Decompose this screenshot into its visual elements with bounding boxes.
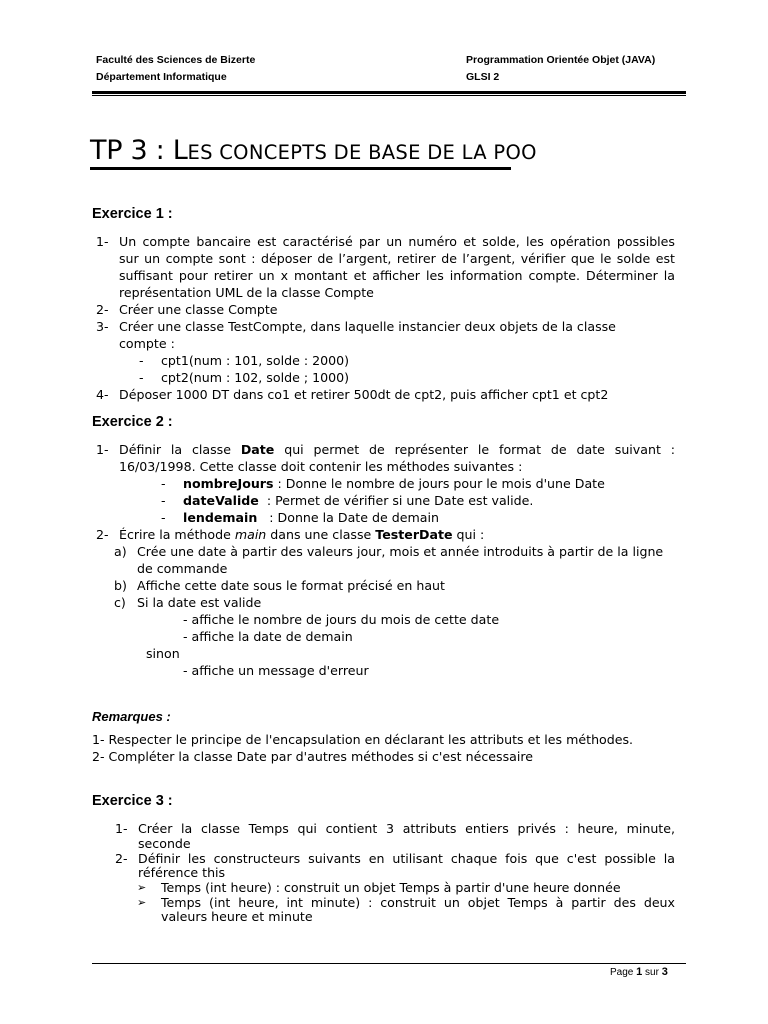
ex2-sub-c: Si la date est valide [137,595,262,610]
ex1-bullet-cpt1: cpt1(num : 101, solde : 2000) [161,353,350,368]
ex2-item2-main: main [234,527,267,542]
ex1-item1-line: suffisant pour retirer un x montant et afficher les information compte. Déterminer la [119,268,675,283]
remarks-heading: Remarques : [92,709,171,724]
ex1-item1-line: Un compte bancaire est caractérisé par un numéro et solde, les opération possibles [119,234,675,249]
ex1-bullet-cpt2: cpt2(num : 102, solde ; 1000) [161,370,350,385]
method-desc: : Donne la Date de demain [257,510,439,525]
ex3-constructor-2-line1: Temps (int heure, int minute) : construit un objet Temps à partir des deux [161,895,675,910]
footer-of-word: sur [642,967,662,978]
footer-total-pages: 3 [661,966,668,978]
ex2-item2-text-c: dans une classe [266,527,376,542]
footer-current-page: 1 [636,966,643,978]
ex1-item2-number: 2- [96,302,109,317]
bullet-dash: - [161,510,166,525]
page-number [610,965,668,980]
ex2-item2-text-a: Écrire la méthode [119,527,235,542]
ex2-method-item [183,509,439,526]
ex1-item1-number: 1- [96,234,109,249]
header-department: Département Informatique [96,71,227,83]
header-left [96,52,255,86]
exercise3-heading: Exercice 3 : [92,793,173,809]
ex1-item3-line: compte : [119,336,175,351]
ex2-item1-text-c: qui permet de représenter le format de date suivant : [274,442,675,457]
method-desc: : Donne le nombre de jours pour le mois d'une Date [273,476,605,491]
header-rule-thin [92,95,686,96]
ex3-item2-line1: Définir les constructeurs suivants en utilisant chaque fois que c'est possible la [138,851,675,866]
ex2-item1-class-date: Date [240,442,275,457]
ex3-item1-line1: Créer la classe Temps qui contient 3 attributs entiers privés : heure, minute, [138,821,675,836]
bullet-dash: - [161,493,166,508]
sub-label-c: c) [114,595,126,610]
header-class: GLSI 2 [466,71,500,83]
ex2-sinon: sinon [146,646,180,661]
ex2-item2 [119,526,484,543]
bullet-dash: - [139,370,144,385]
exercise2-heading: Exercice 2 : [92,414,173,430]
exercise1-heading: Exercice 1 : [92,206,173,222]
ex2-item1-line2: 16/03/1998. Cette classe doit contenir les méthodes suivantes : [119,459,523,474]
bullet-dash: - [139,353,144,368]
ex2-method-item [183,475,605,492]
header-rule-thick [92,91,686,94]
footer-page-word: Page [610,967,637,978]
ex2-item2-class-testerdate: TesterDate [375,527,453,542]
page-title [90,134,537,170]
ex2-item1-text-a: Définir la classe [119,442,241,457]
ex2-item2-number: 2- [96,527,109,542]
method-name: lendemain [183,510,258,525]
ex2-sub-c-1: - affiche le nombre de jours du mois de cette date [183,612,500,627]
footer-rule [92,963,686,964]
ex3-constructor-1: Temps (int heure) : construit un objet Temps à partir d'une heure donnée [161,880,621,895]
title-smallcaps: ES CONCEPTS DE BASE DE LA POO [187,141,537,164]
title-prefix: TP 3 : L [90,135,188,166]
ex3-item2-line2: référence this [138,865,226,880]
arrow-bullet-icon: ➢ [137,881,147,894]
ex2-item1-line1 [119,441,675,458]
ex2-method-item [183,492,533,509]
ex1-item3-line: Créer une classe TestCompte, dans laquelle instancier deux objets de la classe [119,319,616,334]
ex2-item1-number: 1- [96,442,109,457]
title-underline [90,167,511,170]
arrow-bullet-icon: ➢ [137,896,147,909]
ex1-item4-number: 4- [96,387,109,402]
sub-label-b: b) [114,578,127,593]
ex3-constructor-2-line2: valeurs heure et minute [161,909,313,924]
method-desc: : Permet de vérifier si une Date est valide. [258,493,534,508]
bullet-dash: - [161,476,166,491]
ex1-item2: Créer une classe Compte [119,302,278,317]
remark-line-1: 1- Respecter le principe de l'encapsulation en déclarant les attributs et les méthodes. [92,732,634,747]
header-right [466,52,655,86]
ex2-sub-a-line1: Crée une date à partir des valeurs jour, mois et année introduits à partir de la ligne [137,544,664,559]
ex1-item1-line: représentation UML de la classe Compte [119,285,374,300]
method-name: dateValide [183,493,259,508]
remark-line-2: 2- Compléter la classe Date par d'autres méthodes si c'est nécessaire [92,749,534,764]
sub-label-a: a) [114,544,127,559]
header-faculty: Faculté des Sciences de Bizerte [96,54,256,66]
ex2-sub-c-2: - affiche la date de demain [183,629,353,644]
ex3-item2-number: 2- [115,851,128,866]
ex3-item1-line2: seconde [138,836,191,851]
method-name: nombreJours [183,476,274,491]
ex1-item4: Déposer 1000 DT dans co1 et retirer 500dt de cpt2, puis afficher cpt1 et cpt2 [119,387,609,402]
ex3-item1-number: 1- [115,821,128,836]
ex2-sub-a-line2: de commande [137,561,228,576]
ex2-item2-text-e: qui : [452,527,485,542]
ex1-item1-line: sur un compte sont : déposer de l’argent, retirer de l’argent, vérifier que le solde est [119,251,675,266]
header-course: Programmation Orientée Objet (JAVA) [466,54,656,66]
ex2-sub-b: Affiche cette date sous le format précisé en haut [137,578,445,593]
ex1-item3-number: 3- [96,319,109,334]
ex2-sub-c-3: - affiche un message d'erreur [183,663,369,678]
